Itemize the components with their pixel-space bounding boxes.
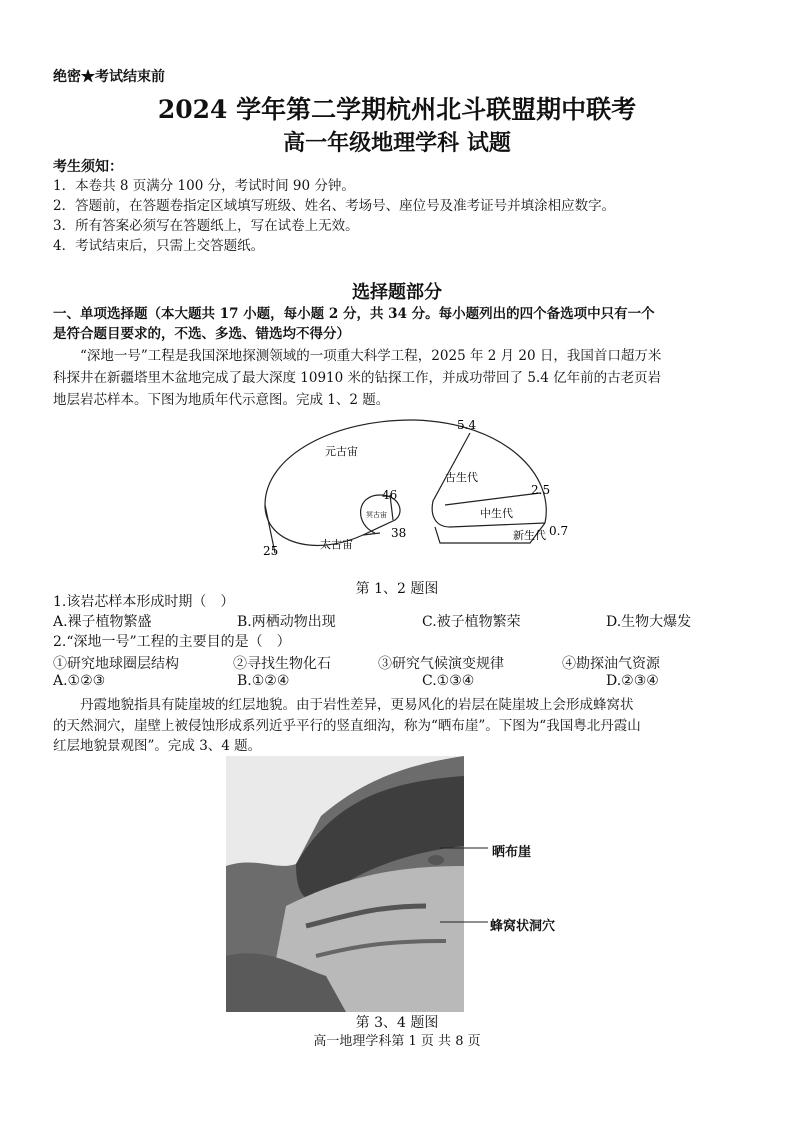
notice-item: 1．本卷共 8 页满分 100 分，考试时间 90 分钟。 [53,178,355,194]
passage1-line: 科探井在新疆塔里木盆地完成了最大深度 10910 米的钻探工作，并成功带回了 5.4 亿年前的古老页岩 [53,370,662,386]
notice-item: 2．答题前，在答题卷指定区域填写班级、姓名、考场号、座位号及准考证号并填涂相应数字。 [53,198,616,214]
page-footer: 高一地理学科第 1 页 共 8 页 [313,1034,481,1049]
passage2-line: 丹霞地貌指具有陡崖坡的红层地貌。由于岩性差异，更易风化的岩层在陡崖坡上会形成蜂窝状 [80,697,634,713]
label-yuangu: 元古宙 [325,445,358,458]
question1-option-b[interactable]: B.两栖动物出现 [237,614,336,630]
notice-item: 4．考试结束后，只需上交答题纸。 [53,238,265,254]
figure1-caption: 第 1、2 题图 [355,581,439,597]
passage2-line: 红层地貌景观图”。完成 3、4 题。 [53,738,262,754]
label-zhongsheng: 中生代 [480,507,513,520]
label-honeycomb-caves: 蜂窝状洞穴 [490,919,556,934]
section-instruction: 一、单项选择题（本大题共 17 小题，每小题 2 分，共 34 分。每小题列出的四个备选项中只有一个 [53,306,655,322]
section-title: 选择题部分 [352,282,442,303]
label-mingu: 冥古宙 [366,511,387,519]
number-46: 46 [382,488,398,502]
question2-option-d[interactable]: D.②③④ [606,673,659,689]
passage2-line: 的天然洞穴，崖壁上被侵蚀形成系列近乎平行的竖直细沟，称为“晒布崖”。下图为“我国粤北丹霞山 [53,718,641,734]
notice-item: 3．所有答案必须写在答题纸上，写在试卷上无效。 [53,218,359,234]
notice-heading: 考生须知： [53,159,123,175]
number-38: 38 [391,526,407,540]
label-xinsheng: 新生代 [513,529,546,542]
danxia-landform-photo [226,756,464,1012]
figure2-leader-lines [440,840,490,930]
question2-item: ②寻找生物化石 [233,656,331,672]
question2-stem: 2.“深地一号”工程的主要目的是（ ） [53,634,291,650]
number-0-7: 0.7 [549,524,569,538]
exam-subtitle: 高一年级地理学科 试题 [283,130,511,156]
label-gusheng: 古生代 [445,471,478,484]
question1-option-a[interactable]: A.裸子植物繁盛 [53,614,152,630]
question2-option-a[interactable]: A.①②③ [53,673,106,689]
question1-stem: 1.该岩芯样本形成时期（ ） [53,594,235,610]
label-taigu: 太古宙 [320,538,353,551]
question1-option-d[interactable]: D.生物大爆发 [606,614,692,630]
figure2-caption: 第 3、4 题图 [355,1015,439,1031]
number-5-4: 5.4 [457,418,477,432]
geologic-time-diagram [255,415,585,565]
question2-item: ③研究气候演变规律 [378,656,504,672]
question2-item: ①研究地球圈层结构 [53,656,179,672]
question1-option-c[interactable]: C.被子植物繁荣 [422,614,521,630]
question2-item: ④勘探油气资源 [562,656,660,672]
passage1-line: 地层岩芯样本。下图为地质年代示意图。完成 1、2 题。 [53,392,390,408]
secret-label: 绝密★考试结束前 [53,69,165,85]
number-2-5: 2.5 [531,483,551,497]
question2-option-b[interactable]: B.①②④ [237,673,290,689]
section-instruction: 是符合题目要求的，不选、多选、错选均不得分） [53,326,350,342]
number-25: 25 [263,544,279,558]
passage1-line: “深地一号”工程是我国深地探测领域的一项重大科学工程，2025 年 2 月 20 日，我国首口超万米 [80,348,662,364]
exam-title: 2024 学年第二学期杭州北斗联盟期中联考 [157,95,637,124]
question2-option-c[interactable]: C.①③④ [422,673,475,689]
label-shaibuya: 晒布崖 [492,845,532,860]
